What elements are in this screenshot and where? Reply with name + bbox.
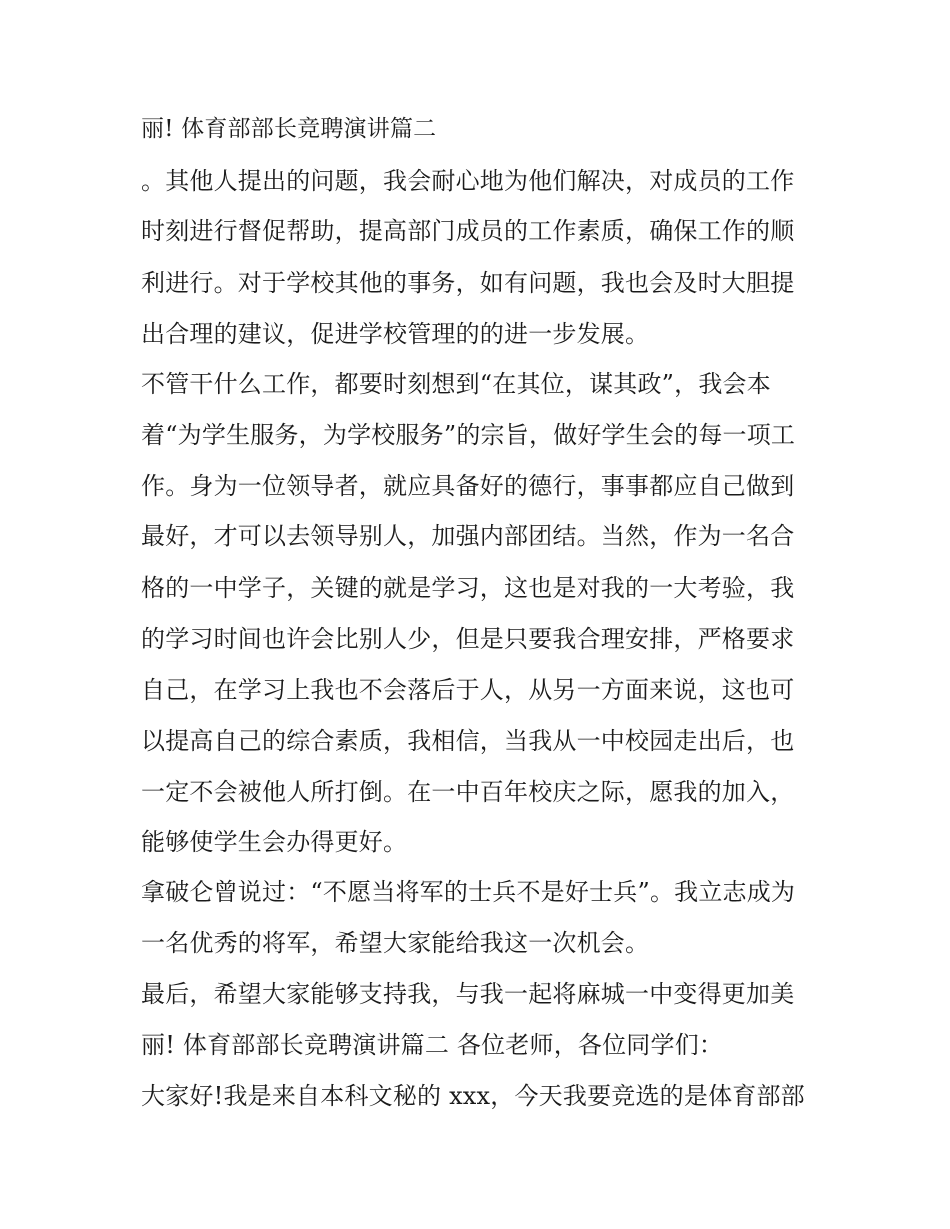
text-line-12: 自己，在学习上我也不会落后于人，从另一方面来说，这也可 — [141, 676, 795, 704]
text-line-6: 不管干什么工作，都要时刻想到“在其位，谋其政”，我会本 — [141, 370, 771, 398]
text-line-17: 一名优秀的将军，希望大家能给我这一次机会。 — [141, 929, 650, 957]
text-line-2: 。其他人提出的问题，我会耐心地为他们解决，对成员的工作 — [141, 167, 795, 195]
text-line-8: 作。身为一位领导者，就应具备好的德行，事事都应自己做到 — [141, 472, 795, 500]
text-line-19: 丽! 体育部部长竞聘演讲篇二 各位老师，各位同学们： — [141, 1031, 724, 1059]
text-line-4: 利进行。对于学校其他的事务，如有问题，我也会及时大胆提 — [141, 269, 795, 297]
text-line-15: 能够使学生会办得更好。 — [141, 828, 408, 856]
text-line-7: 着“为学生服务，为学校服务”的宗旨，做好学生会的每一项工 — [141, 421, 796, 449]
text-line-5: 出合理的建议，促进学校管理的的进一步发展。 — [141, 320, 650, 348]
text-line-10: 格的一中学子，关键的就是学习，这也是对我的一大考验，我 — [141, 574, 795, 602]
text-line-9: 最好，才可以去领导别人，加强内部团结。当然，作为一名合 — [141, 522, 795, 550]
text-line-3: 时刻进行督促帮助，提高部门成员的工作素质，确保工作的顺 — [141, 217, 795, 245]
text-line-13: 以提高自己的综合素质，我相信，当我从一中校园走出后，也 — [141, 727, 795, 755]
text-line-14: 一定不会被他人所打倒。在一中百年校庆之际，愿我的加入， — [141, 778, 795, 806]
text-line-20: 大家好!我是来自本科文秘的 xxx，今天我要竞选的是体育部部 — [141, 1082, 805, 1110]
text-line-16: 拿破仑曾说过：“不愿当将军的士兵不是好士兵”。我立志成为 — [141, 878, 796, 906]
text-line-11: 的学习时间也许会比别人少，但是只要我合理安排，严格要求 — [141, 625, 795, 653]
text-line-18: 最后，希望大家能够支持我，与我一起将麻城一中变得更加美 — [141, 980, 795, 1008]
text-line-1: 丽! 体育部部长竞聘演讲篇二 — [141, 116, 437, 142]
